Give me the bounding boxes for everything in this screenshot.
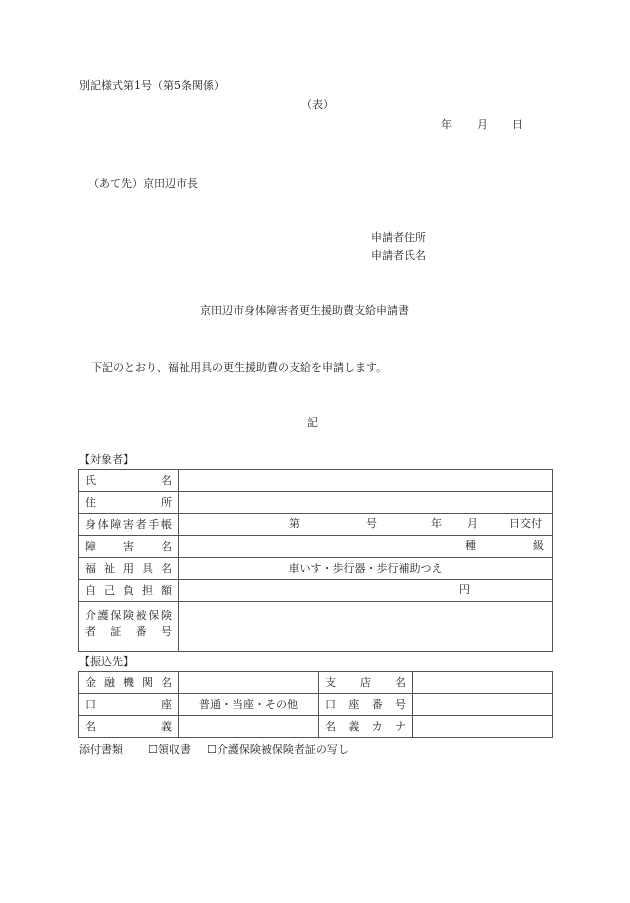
attachments-label: 添付書類	[79, 743, 123, 756]
account-number-field[interactable]	[413, 694, 553, 716]
ki-heading: 記	[307, 416, 318, 429]
label-holder: 名 義	[79, 716, 179, 738]
label-address: 住 所	[79, 492, 179, 514]
label-account: 口 座	[79, 694, 179, 716]
bank-table	[78, 671, 553, 738]
disability-name-field[interactable]: 種 級	[179, 536, 553, 558]
table-row	[79, 602, 553, 652]
insurance-number-field[interactable]	[179, 602, 553, 652]
table-row	[79, 470, 553, 492]
holder-field[interactable]	[179, 716, 319, 738]
label-disability-name: 障 害 名	[79, 536, 179, 558]
label-bank-name: 金 融 機 関 名	[79, 672, 179, 694]
document-title: 京田辺市身体障害者更生援助費支給申請書	[200, 304, 409, 317]
table-row	[79, 492, 553, 514]
table-row	[79, 716, 553, 738]
date-month: 月	[477, 118, 488, 131]
handbook-field[interactable]: 第 号 年 月 日交付	[179, 514, 553, 536]
table-row	[79, 558, 553, 580]
addressee: （あて先）京田辺市長	[88, 177, 198, 190]
table-row	[79, 536, 553, 558]
form-side: （表）	[301, 98, 334, 111]
intro-text: 下記のとおり、福祉用具の更生援助費の支給を申請します。	[91, 361, 388, 374]
subject-table	[78, 469, 553, 652]
applicant-name-label: 申請者氏名	[371, 249, 426, 262]
table-row	[79, 694, 553, 716]
label-branch-name: 支 店 名	[319, 672, 413, 694]
table-row	[79, 580, 553, 602]
account-type-field[interactable]: 普通・当座・その他	[179, 694, 319, 716]
label-insurance-number: 介 護 保 険 被 保 険 者 証 番 号	[79, 602, 179, 652]
holder-kana-field[interactable]	[413, 716, 553, 738]
address-field[interactable]	[179, 492, 553, 514]
checkbox-icon[interactable]: ☐	[148, 743, 158, 756]
label-name: 氏 名	[79, 470, 179, 492]
bank-name-field[interactable]	[179, 672, 319, 694]
label-disability-handbook: 身 体 障 害 者 手 帳	[79, 514, 179, 536]
welfare-equipment-field[interactable]: 車いす・歩行器・歩行補助つえ	[179, 558, 553, 580]
date-year: 年	[441, 118, 452, 131]
label-holder-kana: 名 義 カ ナ	[319, 716, 413, 738]
bank-section-heading: 【振込先】	[79, 655, 134, 668]
name-field[interactable]	[179, 470, 553, 492]
subject-section-heading: 【対象者】	[79, 453, 134, 466]
attachment-receipt[interactable]: ☐領収書	[148, 743, 191, 756]
self-pay-field[interactable]: 円	[179, 580, 553, 602]
branch-name-field[interactable]	[413, 672, 553, 694]
label-self-pay: 自 己 負 担 額	[79, 580, 179, 602]
table-row	[79, 672, 553, 694]
applicant-address-label: 申請者住所	[371, 231, 426, 244]
label-welfare-equipment: 福 祉 用 具 名	[79, 558, 179, 580]
label-account-number: 口 座 番 号	[319, 694, 413, 716]
table-row	[79, 514, 553, 536]
attachment-insurance-copy[interactable]: ☐介護保険被保険者証の写し	[207, 743, 349, 756]
form-id: 別記様式第1号（第5条関係）	[79, 79, 225, 92]
checkbox-icon[interactable]: ☐	[207, 743, 217, 756]
date-day: 日	[512, 118, 523, 131]
